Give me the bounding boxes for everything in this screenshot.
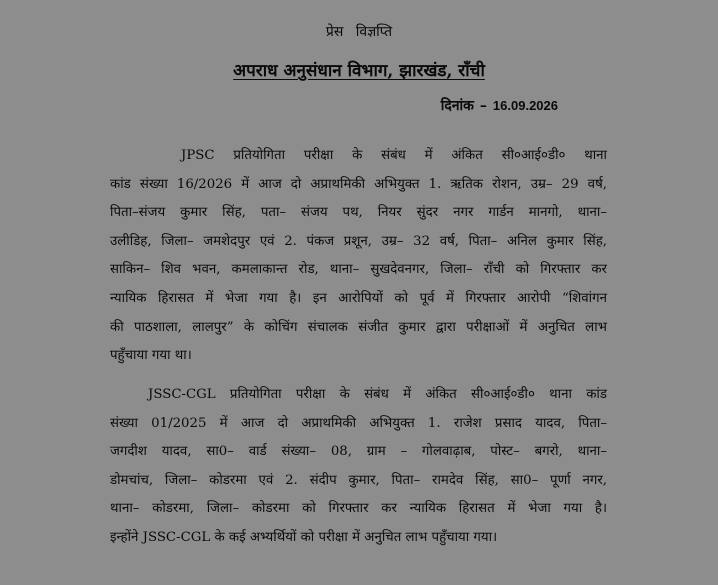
press-release-label: प्रेस विज्ञप्ति	[325, 24, 393, 40]
date-line	[441, 96, 558, 115]
paragraph-line: इन्होंने JSSC-CGL के कई अभ्यर्थियों को परीक्षा में अनुचित लाभ पहुँचाया गया।	[110, 529, 498, 545]
paragraph-line: JSSC-CGL प्रतियोगिता परीक्षा के संबंध में अंकित सी०आई०डी० थाना कांड	[148, 387, 607, 402]
paragraph-line: पिता–संजय कुमार सिंह, पता– संजय पथ, नियर सुंदर नगर गार्डन मानगो, थाना–	[110, 205, 607, 221]
paragraph-line: कांड संख्या 16/2026 में आज दो अप्राथमिकी अभियुक्त 1. ऋतिक रोशन, उम्र– 29 वर्ष,	[110, 176, 607, 192]
paragraph-line: JPSC प्रतियोगिता परीक्षा के संबंध में अंकित सी०आई०डी० थाना	[181, 148, 607, 163]
paragraph-jssc	[110, 381, 607, 553]
paragraph-line: उलीडिह, जिला– जमशेदपुर एवं 2. पंकज प्रशून, उम्र– 32 वर्ष, पिता– अनिल कुमार सिंह,	[110, 233, 607, 249]
paragraph-line: संख्या 01/2025 में आज दो अप्राथमिकी अभियुक्त 1. राजेश प्रसाद यादव, पिता–	[110, 415, 607, 431]
paragraph-line: की पाठशाला, लालपुर” के कोचिंग संचालक संजीत कुमार द्वारा परीक्षाओं में अनुचित लाभ	[110, 319, 607, 335]
paragraph-line: साकिन– शिव भवन, कमलाकान्त रोड, थाना– सुखदेवनगर, जिला– राँची को गिरफ्तार कर	[110, 262, 607, 278]
date-value: 16.09.2026	[492, 98, 558, 113]
date-label: दिनांक	[440, 98, 474, 114]
department-title: अपराध अनुसंधान विभाग, झारखंड, राँची	[233, 61, 485, 81]
paragraph-line: न्यायिक हिरासत में भेजा गया है। इन आरोपियों को पूर्व में गिरफ्तार आरोपी “शिवांगन	[110, 290, 607, 306]
paragraph-line: पहुँचाया गया था।	[110, 348, 192, 364]
paragraph-line: डोमचांच, जिला– कोडरमा एवं 2. संदीप कुमार, पिता– रामदेव सिंह, सा0– पूर्णा नगर,	[110, 472, 607, 488]
paragraph-line: जगदीश यादव, सा0– वार्ड संख्या– 08, ग्राम – गोलवाढ़ाब, पोस्ट– बगरो, थाना–	[110, 444, 607, 460]
paragraph-line: थाना– कोडरमा, जिला– कोडरमा को गिरफ्तार कर न्यायिक हिरासत में भेजा गया है।	[110, 501, 607, 517]
date-separator: –	[479, 98, 487, 114]
paragraph-jpsc	[110, 142, 607, 371]
